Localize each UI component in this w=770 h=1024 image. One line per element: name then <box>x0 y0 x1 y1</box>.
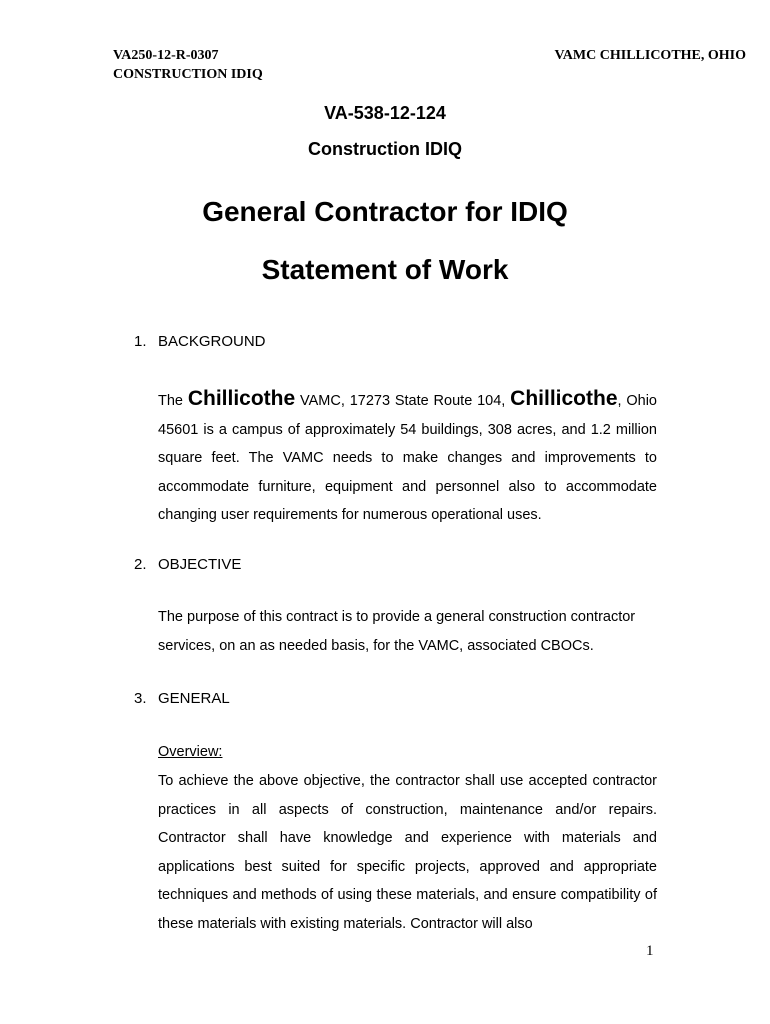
document-subtitle: Construction IDIQ <box>308 139 462 159</box>
text-run: , Ohio 45601 is a campus of approximately 54 buildings, 308 acres, and 1.2 million square feet. The VAMC needs to make changes and improvements to accommodate furniture, equipment and personnel also to accommodate changing user requirements for numerous operational uses. <box>158 393 657 523</box>
section-number: 3. <box>134 690 147 707</box>
city-name: Chillicothe <box>510 387 618 410</box>
section-general-heading <box>134 690 230 707</box>
section-background-heading <box>134 333 266 350</box>
overview-label: Overview: <box>158 744 223 760</box>
text-run: VAMC, 17273 State Route 104, <box>295 393 511 409</box>
document-title-line2: Statement of Work <box>261 254 509 285</box>
section-number: 2. <box>134 556 147 573</box>
contract-type: CONSTRUCTION IDIQ <box>113 67 263 82</box>
header-right: VAMC CHILLICOTHE, OHIO <box>554 48 746 63</box>
solicitation-number: VA250-12-R-0307 <box>113 48 219 63</box>
section-objective-heading <box>134 556 241 573</box>
section-heading: BACKGROUND <box>158 333 266 350</box>
section-heading: GENERAL <box>158 690 230 707</box>
section-number: 1. <box>134 333 147 350</box>
document-number: VA-538-12-124 <box>324 103 446 123</box>
document-title-line1: General Contractor for IDIQ <box>202 196 568 227</box>
general-paragraph: To achieve the above objective, the contractor shall use accepted contractor practices in all aspects of construction, maintenance and/or repairs. Contractor shall have knowledge and experience with materials and applications best suited for specific projects, approved and appropriate techniques and methods of using these materials, and ensure compatibility of these materials with existing materials. Contractor will also <box>158 773 657 932</box>
page-number: 1 <box>646 943 654 959</box>
section-heading: OBJECTIVE <box>158 556 242 573</box>
background-paragraph <box>158 385 657 530</box>
city-name: Chillicothe <box>187 387 296 410</box>
header-left <box>113 46 263 84</box>
objective-paragraph: The purpose of this contract is to provide a general construction contractor services, on an as needed basis, for the VAMC, associated CBOCs. <box>158 609 636 654</box>
text-run: The <box>158 393 188 409</box>
